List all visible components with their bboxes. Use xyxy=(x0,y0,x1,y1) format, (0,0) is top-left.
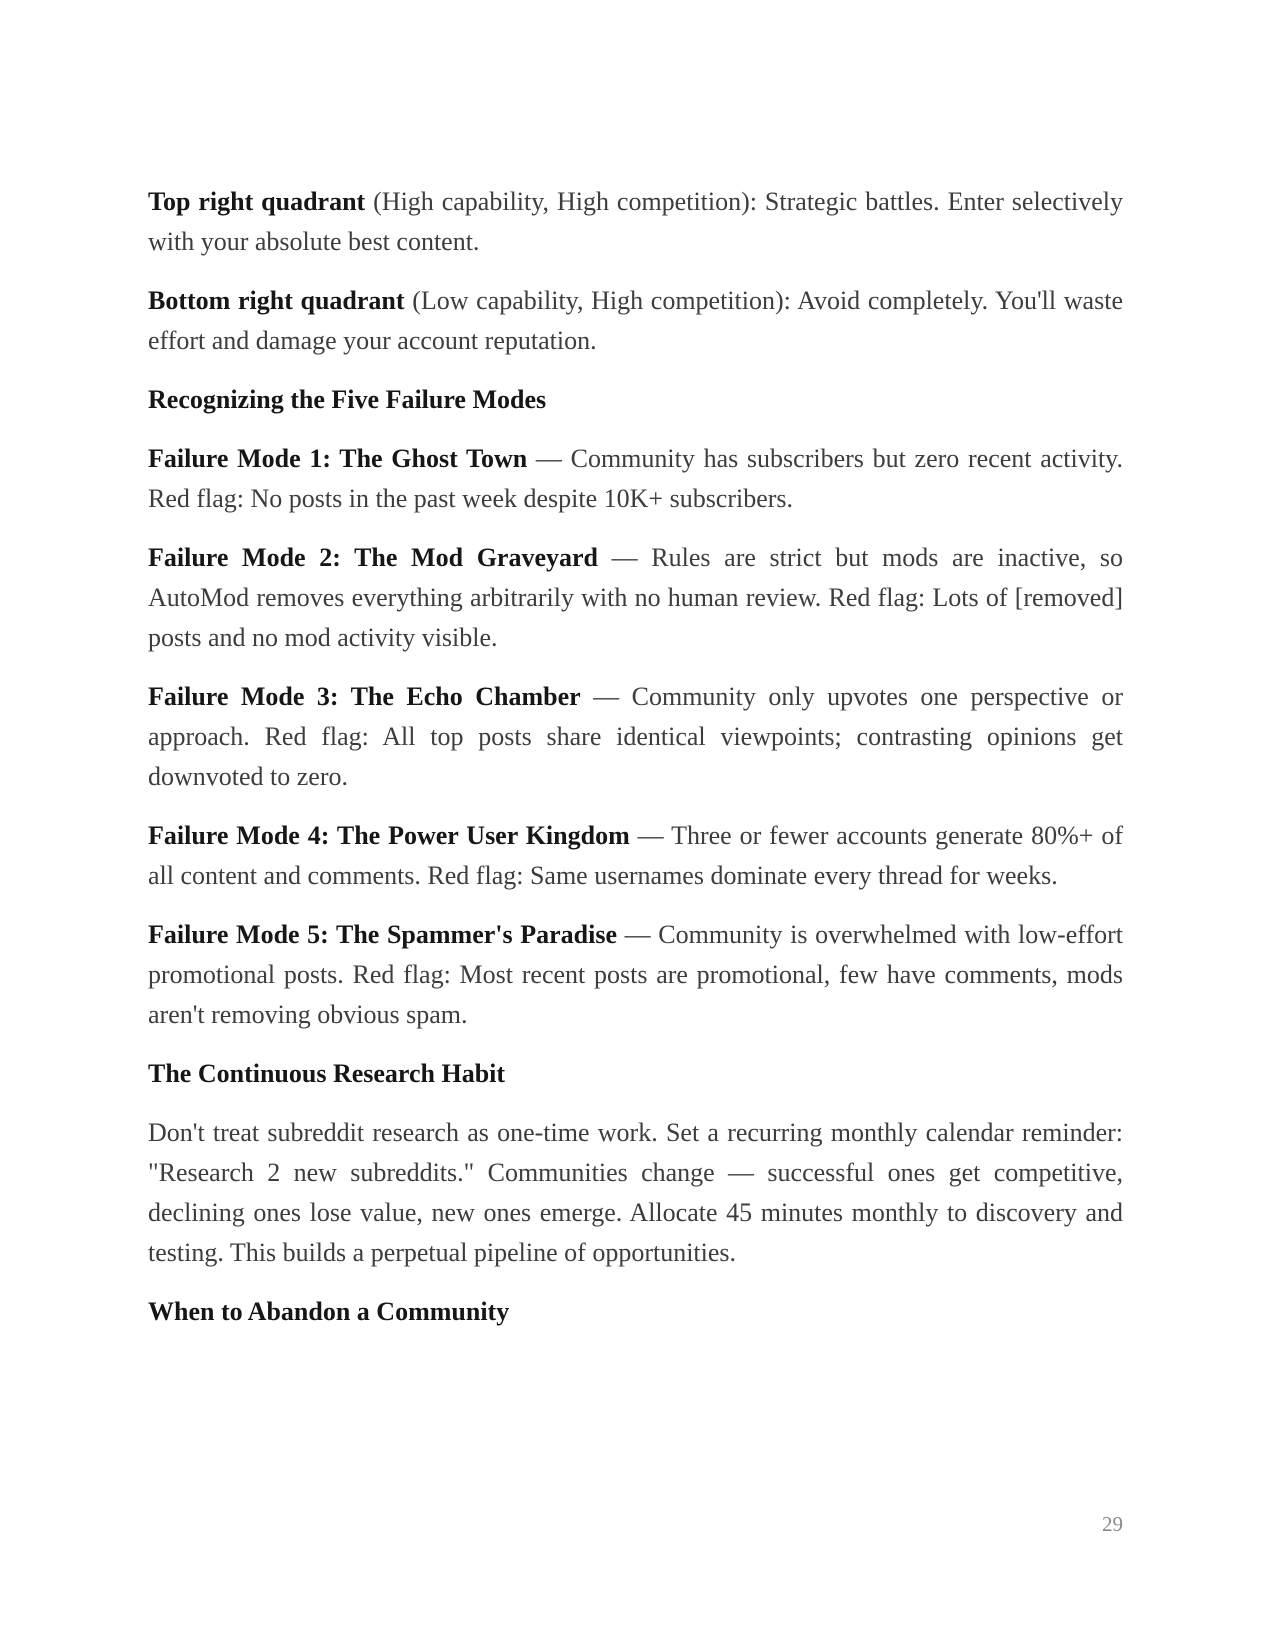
page-footer xyxy=(148,1510,1123,1538)
heading-recognizing-five-failure-modes: Recognizing the Five Failure Modes xyxy=(148,385,547,414)
page-number: 29 xyxy=(1102,1512,1123,1536)
paragraph-bottom-right-quadrant xyxy=(148,281,1123,361)
paragraph-text: (High capability, High competition): Strategic battles. Enter selectively with your absolute best content. xyxy=(148,187,1123,256)
page-content xyxy=(148,182,1123,1351)
paragraph-continuous-research xyxy=(148,1113,1123,1273)
paragraph-lead-bold: Failure Mode 5: The Spammer's Paradise xyxy=(148,920,618,949)
paragraph-failure-mode-3-echo-chamber xyxy=(148,677,1123,797)
paragraph-text: — Community has subscribers but zero recent activity. Red flag: No posts in the past week despite 10K+ subscribers. xyxy=(148,444,1123,513)
heading-continuous-research-habit: The Continuous Research Habit xyxy=(148,1059,506,1088)
paragraph-lead-bold: Failure Mode 3: The Echo Chamber xyxy=(148,682,581,711)
paragraph-lead-bold: Top right quadrant xyxy=(148,187,366,216)
paragraph-text: — Community is overwhelmed with low-effort promotional posts. Red flag: Most recent posts are promotional, few have comments, mods aren't removing obvious spam. xyxy=(148,920,1123,1029)
paragraph-text: Don't treat subreddit research as one-time work. Set a recurring monthly calendar reminder: "Research 2 new subreddits." Communities change — successful ones get competitive, declining ones lose value, new ones emerge. Allocate 45 minutes monthly to discovery and testing. This builds a perpetual pipeline of opportunities. xyxy=(148,1118,1123,1267)
paragraph-lead-bold: Failure Mode 4: The Power User Kingdom xyxy=(148,821,630,850)
paragraph-failure-mode-2-mod-graveyard xyxy=(148,538,1123,658)
paragraph-failure-mode-4-power-user-kingdom xyxy=(148,816,1123,896)
paragraph-failure-mode-1-ghost-town xyxy=(148,439,1123,519)
paragraph-lead-bold: Failure Mode 1: The Ghost Town xyxy=(148,444,528,473)
paragraph-text: (Low capability, High competition): Avoid completely. You'll waste effort and damage your account reputation. xyxy=(148,286,1123,355)
paragraph-lead-bold: Bottom right quadrant xyxy=(148,286,405,315)
paragraph-text: — Community only upvotes one perspective or approach. Red flag: All top posts share identical viewpoints; contrasting opinions get downvoted to zero. xyxy=(148,682,1123,791)
paragraph-text: — Three or fewer accounts generate 80%+ of all content and comments. Red flag: Same usernames dominate every thread for weeks. xyxy=(148,821,1123,890)
paragraph-top-right-quadrant xyxy=(148,182,1123,262)
paragraph-text: — Rules are strict but mods are inactive, so AutoMod removes everything arbitrarily with no human review. Red flag: Lots of [removed] posts and no mod activity visible. xyxy=(148,543,1123,652)
paragraph-lead-bold: Failure Mode 2: The Mod Graveyard xyxy=(148,543,599,572)
heading-when-to-abandon-community: When to Abandon a Community xyxy=(148,1297,510,1326)
paragraph-failure-mode-5-spammers-paradise xyxy=(148,915,1123,1035)
